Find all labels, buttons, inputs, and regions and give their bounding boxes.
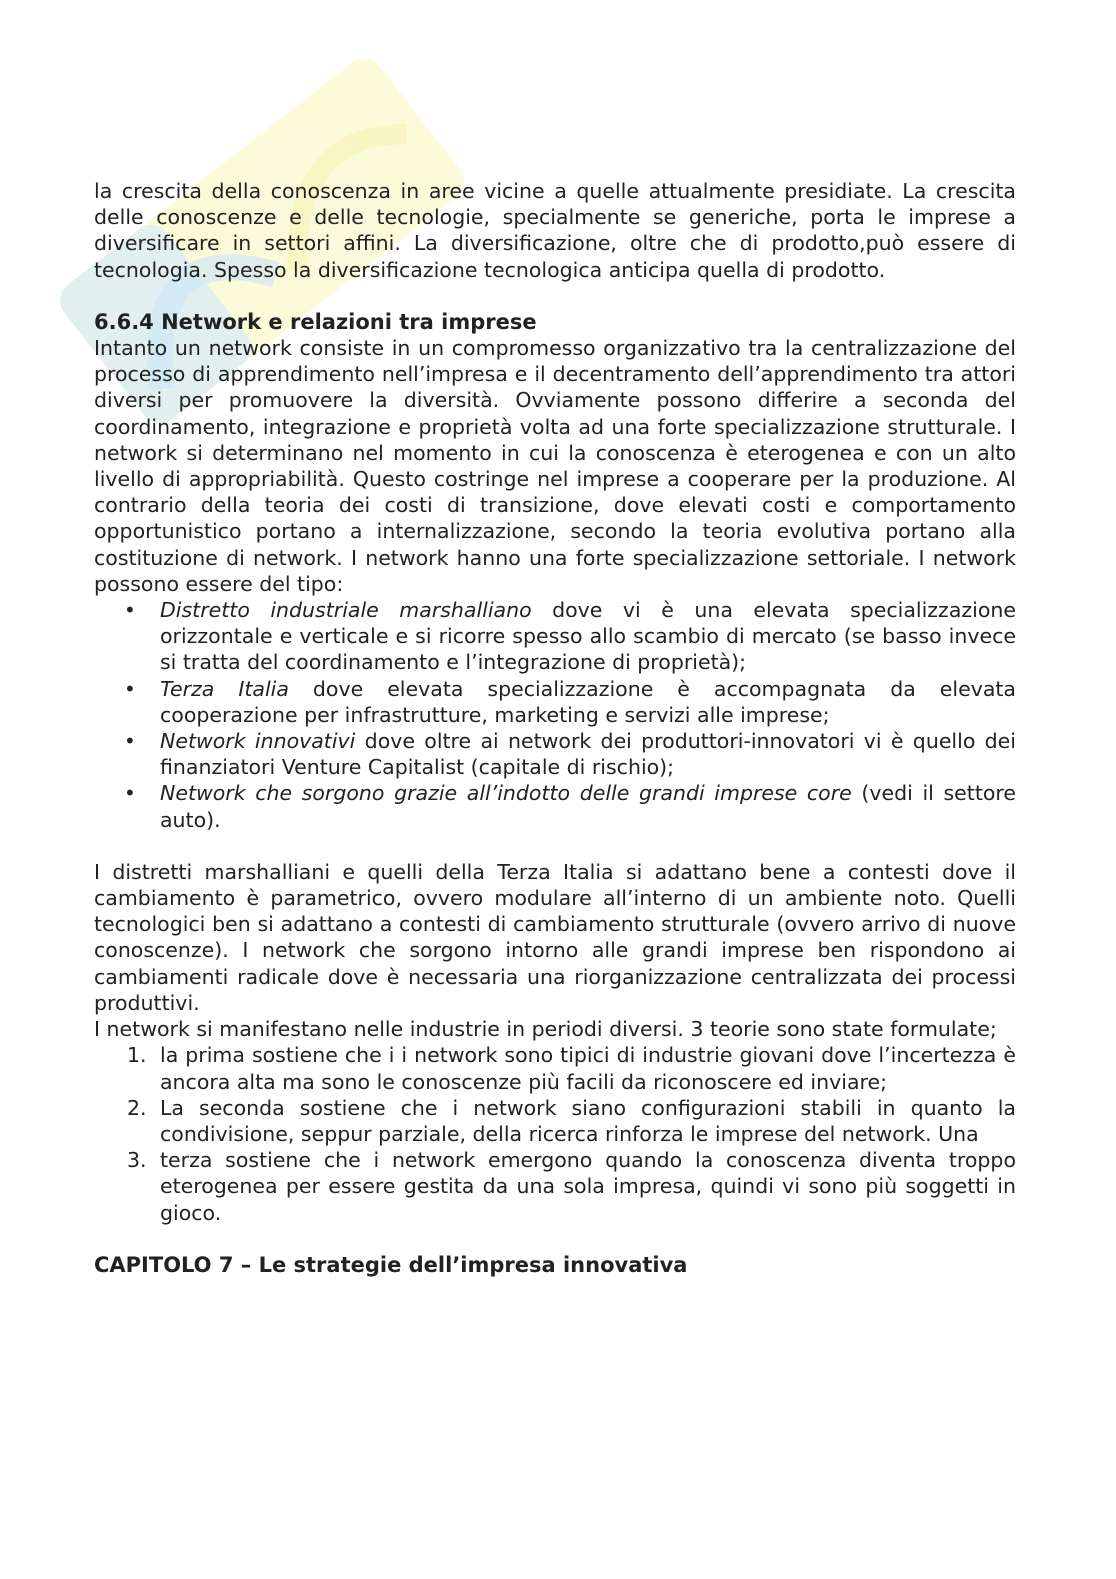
chapter-heading: CAPITOLO 7 – Le strategie dell’impresa innovativa bbox=[94, 1252, 688, 1277]
spacer bbox=[94, 283, 1016, 309]
list-item-text: la prima sostiene che i i network sono tipici di industrie giovani dove l’incertezza è ancora alta ma sono le conoscenze più facili da riconoscere ed inviare; bbox=[160, 1043, 1016, 1094]
network-types-list bbox=[94, 597, 1016, 833]
list-item-term: Network che sorgono grazie all’indotto delle grandi imprese core bbox=[160, 781, 852, 806]
list-item-text: terza sostiene che i network emergono quando la conoscenza diventa troppo eterogenea per essere gestita da una sola impresa, quindi vi sono più soggetti in gioco. bbox=[160, 1148, 1016, 1225]
districts-paragraph: I distretti marshalliani e quelli della Terza Italia si adattano bene a contesti dove il cambiamento è parametrico, ovvero modulare all’interno di un ambiente noto. Quelli tecnologici ben si adattano a contesti di cambiamento strutturale (ovvero arrivo di nuove conoscenze). I network che sorgono intorno alle grandi imprese ben rispondono ai cambiamenti radicale dove è necessaria una riorganizzazione centralizzata dei processi produttivi. bbox=[94, 859, 1016, 1015]
list-item-term: Distretto industriale marshalliano bbox=[160, 598, 532, 623]
intro-paragraph: la crescita della conoscenza in aree vicine a quelle attualmente presidiate. La crescita delle conoscenze e delle tecnologie, specialmente se generiche, porta le imprese a diversificare in settori affini. La diversificazione, oltre che di prodotto,può essere di tecnologia. Spesso la diversificazione tecnologica anticipa quella di prodotto. bbox=[94, 179, 1016, 282]
section-heading: 6.6.4 Network e relazioni tra imprese bbox=[94, 309, 537, 334]
number-marker: 1. bbox=[127, 1043, 147, 1068]
bullet-marker: • bbox=[124, 729, 136, 754]
list-item bbox=[94, 780, 1016, 832]
list-item bbox=[94, 597, 1016, 676]
spacer bbox=[94, 1226, 1016, 1252]
list-item-text: (vedi il settore auto). bbox=[160, 781, 1016, 832]
list-item-term: Network innovativi bbox=[160, 729, 356, 754]
list-item-text: dove elevata specializzazione è accompagnata da elevata cooperazione per infrastrutture, marketing e servizi alle imprese; bbox=[160, 676, 1016, 727]
theories-paragraph: I network si manifestano nelle industrie in periodi diversi. 3 teorie sono state formulate; bbox=[94, 1017, 997, 1042]
list-item-text: dove oltre ai network dei produttori-innovatori vi è quello dei finanziatori Venture Capitalist (capitale di rischio); bbox=[160, 729, 1016, 780]
list-item-term: Terza Italia bbox=[160, 676, 289, 701]
list-item-text: dove vi è una elevata specializzazione orizzontale e verticale e si ricorre spesso allo scambio di mercato (se basso invece si tratta del coordinamento e l’integrazione di proprietà); bbox=[160, 598, 1016, 675]
list-item bbox=[94, 1147, 1016, 1226]
list-item bbox=[94, 1042, 1016, 1094]
theories-list bbox=[94, 1042, 1016, 1225]
list-item-text: La seconda sostiene che i network siano configurazioni stabili in quanto la condivisione, seppur parziale, della ricerca rinforza le imprese del network. Una bbox=[160, 1095, 1016, 1146]
number-marker: 2. bbox=[127, 1095, 147, 1120]
bullet-marker: • bbox=[124, 676, 136, 701]
document-page bbox=[94, 178, 1016, 1278]
list-item bbox=[94, 728, 1016, 780]
network-paragraph: Intanto un network consiste in un compromesso organizzativo tra la centralizzazione del processo di apprendimento nell’impresa e il decentramento dell’apprendimento tra attori diversi per promuovere la diversità. Ovviamente possono differire a seconda del coordinamento, integrazione e proprietà volta ad una forte specializzazione strutturale. I network si determinano nel momento in cui la conoscenza è eterogenea e con un alto livello di appropriabilità. Questo costringe nel imprese a cooperare per la produzione. Al contrario della teoria dei costi di transizione, dove elevati costi e comportamento opportunistico portano a internalizzazione, secondo la teoria evolutiva portano alla costituzione di network. I network hanno una forte specializzazione settoriale. I network possono essere del tipo: bbox=[94, 336, 1016, 596]
list-item bbox=[94, 1095, 1016, 1147]
bullet-marker: • bbox=[124, 598, 136, 623]
list-item bbox=[94, 676, 1016, 728]
spacer bbox=[94, 833, 1016, 859]
number-marker: 3. bbox=[127, 1148, 147, 1173]
bullet-marker: • bbox=[124, 781, 136, 806]
